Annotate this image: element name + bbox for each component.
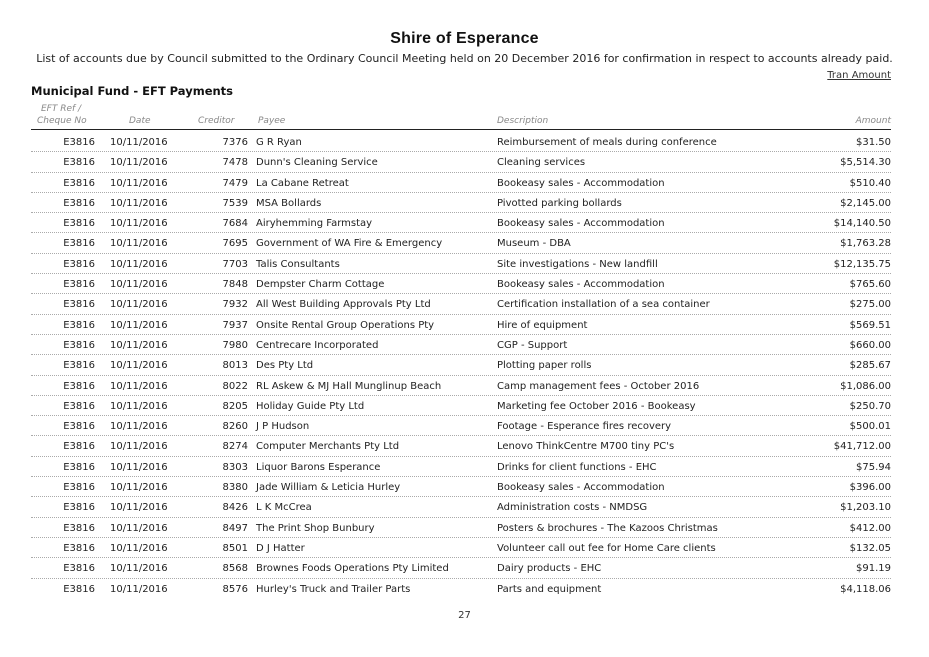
row-amount: $75.94	[856, 461, 891, 473]
row-description: Administration costs - NMDSG	[497, 502, 648, 514]
table-row	[0, 255, 929, 275]
table-row	[0, 194, 929, 214]
row-date: 10/11/2016	[110, 197, 168, 209]
row-description: Drinks for client functions - EHC	[497, 461, 657, 473]
row-amount: $41,712.00	[833, 441, 891, 453]
row-creditor: 8576	[222, 583, 248, 595]
document-subtitle: List of accounts due by Council submitted to the Ordinary Council Meeting held on 20 December 2016 for confirmation in respect to accounts already paid.	[36, 52, 893, 65]
row-date: 10/11/2016	[110, 157, 168, 169]
row-creditor: 7684	[222, 218, 248, 230]
row-creditor: 7937	[222, 319, 248, 331]
table-row	[0, 498, 929, 518]
table-row	[0, 133, 929, 153]
table-row	[0, 234, 929, 254]
row-creditor: 7703	[222, 258, 248, 270]
column-header-ref-line1: EFT Ref /	[41, 104, 82, 114]
row-payee: D J Hatter	[256, 542, 305, 554]
row-eft-ref: E3816	[63, 542, 95, 554]
row-payee: Government of WA Fire & Emergency	[256, 238, 443, 250]
row-amount: $14,140.50	[833, 218, 891, 230]
row-amount: $132.05	[849, 542, 891, 554]
table-row	[0, 458, 929, 478]
row-payee: Hurley's Truck and Trailer Parts	[256, 583, 411, 595]
row-date: 10/11/2016	[110, 380, 168, 392]
row-eft-ref: E3816	[63, 197, 95, 209]
row-amount: $4,118.06	[840, 583, 891, 595]
row-date: 10/11/2016	[110, 563, 168, 575]
row-amount: $396.00	[849, 482, 891, 494]
table-row	[0, 559, 929, 579]
row-payee: G R Ryan	[256, 137, 302, 148]
table-row	[0, 437, 929, 457]
row-date: 10/11/2016	[110, 360, 168, 372]
row-creditor: 7848	[222, 279, 248, 291]
row-description: Reimbursement of meals during conference	[497, 137, 717, 148]
row-date: 10/11/2016	[110, 238, 168, 250]
row-eft-ref: E3816	[63, 461, 95, 473]
row-creditor: 8497	[222, 522, 248, 534]
row-date: 10/11/2016	[110, 218, 168, 230]
row-creditor: 7980	[222, 339, 248, 351]
row-eft-ref: E3816	[63, 400, 95, 412]
row-eft-ref: E3816	[63, 157, 95, 169]
row-payee: The Print Shop Bunbury	[256, 522, 375, 534]
table-row	[0, 397, 929, 417]
column-header-date: Date	[129, 116, 151, 126]
row-date: 10/11/2016	[110, 279, 168, 291]
row-amount: $500.01	[849, 421, 891, 433]
row-description: CGP - Support	[497, 339, 568, 351]
table-row	[0, 519, 929, 539]
row-payee: Centrecare Incorporated	[256, 339, 379, 351]
row-creditor: 7539	[222, 197, 248, 209]
column-header-description: Description	[497, 116, 549, 126]
row-amount: $31.50	[856, 137, 891, 148]
table-row	[0, 336, 929, 356]
row-date: 10/11/2016	[110, 319, 168, 331]
row-eft-ref: E3816	[63, 299, 95, 311]
row-description: Bookeasy sales - Accommodation	[497, 177, 665, 189]
row-payee: La Cabane Retreat	[256, 177, 349, 189]
row-description: Parts and equipment	[497, 583, 602, 595]
row-description: Hire of equipment	[497, 319, 588, 331]
row-creditor: 8380	[222, 482, 248, 494]
row-date: 10/11/2016	[110, 502, 168, 514]
row-amount: $285.67	[849, 360, 891, 372]
row-eft-ref: E3816	[63, 583, 95, 595]
row-payee: Dunn's Cleaning Service	[256, 157, 378, 169]
table-row	[0, 478, 929, 498]
row-creditor: 8303	[222, 461, 248, 473]
row-payee: L K McCrea	[256, 502, 312, 514]
column-header-ref-line2: Cheque No	[37, 116, 87, 126]
row-creditor: 8205	[222, 400, 248, 412]
row-amount: $1,086.00	[840, 380, 891, 392]
row-description: Museum - DBA	[497, 238, 571, 250]
table-row	[0, 377, 929, 397]
row-payee: Brownes Foods Operations Pty Limited	[256, 563, 449, 575]
row-date: 10/11/2016	[110, 441, 168, 453]
row-payee: All West Building Approvals Pty Ltd	[256, 299, 431, 311]
row-creditor: 7932	[222, 299, 248, 311]
row-eft-ref: E3816	[63, 522, 95, 534]
table-row	[0, 356, 929, 376]
row-creditor: 8022	[222, 380, 248, 392]
row-amount: $510.40	[849, 177, 891, 189]
row-amount: $412.00	[849, 522, 891, 534]
row-date: 10/11/2016	[110, 137, 168, 148]
row-eft-ref: E3816	[63, 421, 95, 433]
row-eft-ref: E3816	[63, 563, 95, 575]
row-description: Pivotted parking bollards	[497, 197, 622, 209]
row-description: Certification installation of a sea container	[497, 299, 710, 311]
row-creditor: 7376	[222, 137, 248, 148]
row-payee: J P Hudson	[256, 421, 310, 433]
row-amount: $1,203.10	[840, 502, 891, 514]
row-description: Site investigations - New landfill	[497, 258, 658, 270]
column-header-creditor: Creditor	[198, 116, 235, 126]
row-eft-ref: E3816	[63, 380, 95, 392]
row-payee: Airyhemming Farmstay	[256, 218, 373, 230]
row-eft-ref: E3816	[63, 279, 95, 291]
row-date: 10/11/2016	[110, 461, 168, 473]
row-amount: $569.51	[849, 319, 891, 331]
row-eft-ref: E3816	[63, 218, 95, 230]
table-row	[0, 316, 929, 336]
payments-table	[0, 133, 929, 600]
row-creditor: 7479	[222, 177, 248, 189]
row-eft-ref: E3816	[63, 137, 95, 148]
row-description: Camp management fees - October 2016	[497, 380, 700, 392]
row-eft-ref: E3816	[63, 441, 95, 453]
row-eft-ref: E3816	[63, 177, 95, 189]
row-creditor: 8426	[222, 502, 248, 514]
row-eft-ref: E3816	[63, 258, 95, 270]
row-eft-ref: E3816	[63, 339, 95, 351]
tran-amount-label: Tran Amount	[827, 70, 891, 81]
row-date: 10/11/2016	[110, 177, 168, 189]
page-number: 27	[458, 610, 471, 621]
row-payee: Holiday Guide Pty Ltd	[256, 400, 365, 412]
row-description: Dairy products - EHC	[497, 563, 602, 575]
row-date: 10/11/2016	[110, 400, 168, 412]
row-creditor: 8274	[222, 441, 248, 453]
row-eft-ref: E3816	[63, 238, 95, 250]
document-title: Shire of Esperance	[390, 30, 539, 47]
row-creditor: 8013	[222, 360, 248, 372]
row-date: 10/11/2016	[110, 482, 168, 494]
row-eft-ref: E3816	[63, 319, 95, 331]
row-date: 10/11/2016	[110, 542, 168, 554]
row-date: 10/11/2016	[110, 522, 168, 534]
row-amount: $12,135.75	[833, 258, 891, 270]
row-date: 10/11/2016	[110, 339, 168, 351]
table-row	[0, 174, 929, 194]
row-date: 10/11/2016	[110, 421, 168, 433]
row-description: Bookeasy sales - Accommodation	[497, 279, 665, 291]
header-divider	[31, 129, 891, 130]
table-row	[0, 539, 929, 559]
row-amount: $660.00	[849, 339, 891, 351]
column-header-payee: Payee	[258, 116, 286, 126]
table-row	[0, 580, 929, 600]
row-amount: $1,763.28	[840, 238, 891, 250]
row-payee: Onsite Rental Group Operations Pty	[256, 319, 435, 331]
row-payee: MSA Bollards	[256, 197, 322, 209]
row-creditor: 8260	[222, 421, 248, 433]
row-payee: Computer Merchants Pty Ltd	[256, 441, 400, 453]
row-eft-ref: E3816	[63, 482, 95, 494]
row-amount: $91.19	[856, 563, 891, 575]
table-row	[0, 214, 929, 234]
row-amount: $2,145.00	[840, 197, 891, 209]
row-payee: RL Askew & MJ Hall Munglinup Beach	[256, 380, 442, 392]
row-eft-ref: E3816	[63, 360, 95, 372]
row-date: 10/11/2016	[110, 583, 168, 595]
row-payee: Dempster Charm Cottage	[256, 279, 385, 291]
row-payee: Jade William & Leticia Hurley	[256, 482, 401, 494]
row-date: 10/11/2016	[110, 299, 168, 311]
table-row	[0, 295, 929, 315]
row-description: Bookeasy sales - Accommodation	[497, 218, 665, 230]
row-date: 10/11/2016	[110, 258, 168, 270]
row-description: Bookeasy sales - Accommodation	[497, 482, 665, 494]
column-header-amount: Amount	[855, 116, 891, 126]
row-description: Footage - Esperance fires recovery	[497, 421, 672, 433]
row-creditor: 8568	[222, 563, 248, 575]
row-eft-ref: E3816	[63, 502, 95, 514]
row-amount: $250.70	[849, 400, 891, 412]
table-row	[0, 153, 929, 173]
row-description: Marketing fee October 2016 - Bookeasy	[497, 400, 696, 412]
row-description: Volunteer call out fee for Home Care clients	[497, 542, 716, 554]
table-row	[0, 417, 929, 437]
table-row	[0, 275, 929, 295]
row-amount: $5,514.30	[840, 157, 891, 169]
row-amount: $765.60	[849, 279, 891, 291]
row-creditor: 7478	[222, 157, 248, 169]
row-payee: Des Pty Ltd	[256, 360, 314, 372]
row-payee: Liquor Barons Esperance	[256, 461, 381, 473]
row-amount: $275.00	[849, 299, 891, 311]
row-payee: Talis Consultants	[256, 258, 340, 270]
row-creditor: 8501	[222, 542, 248, 554]
section-heading: Municipal Fund - EFT Payments	[31, 84, 234, 98]
row-description: Lenovo ThinkCentre M700 tiny PC's	[497, 441, 675, 453]
row-creditor: 7695	[222, 238, 248, 250]
row-description: Cleaning services	[497, 157, 586, 169]
row-description: Posters & brochures - The Kazoos Christmas	[497, 522, 718, 534]
row-description: Plotting paper rolls	[497, 360, 592, 372]
